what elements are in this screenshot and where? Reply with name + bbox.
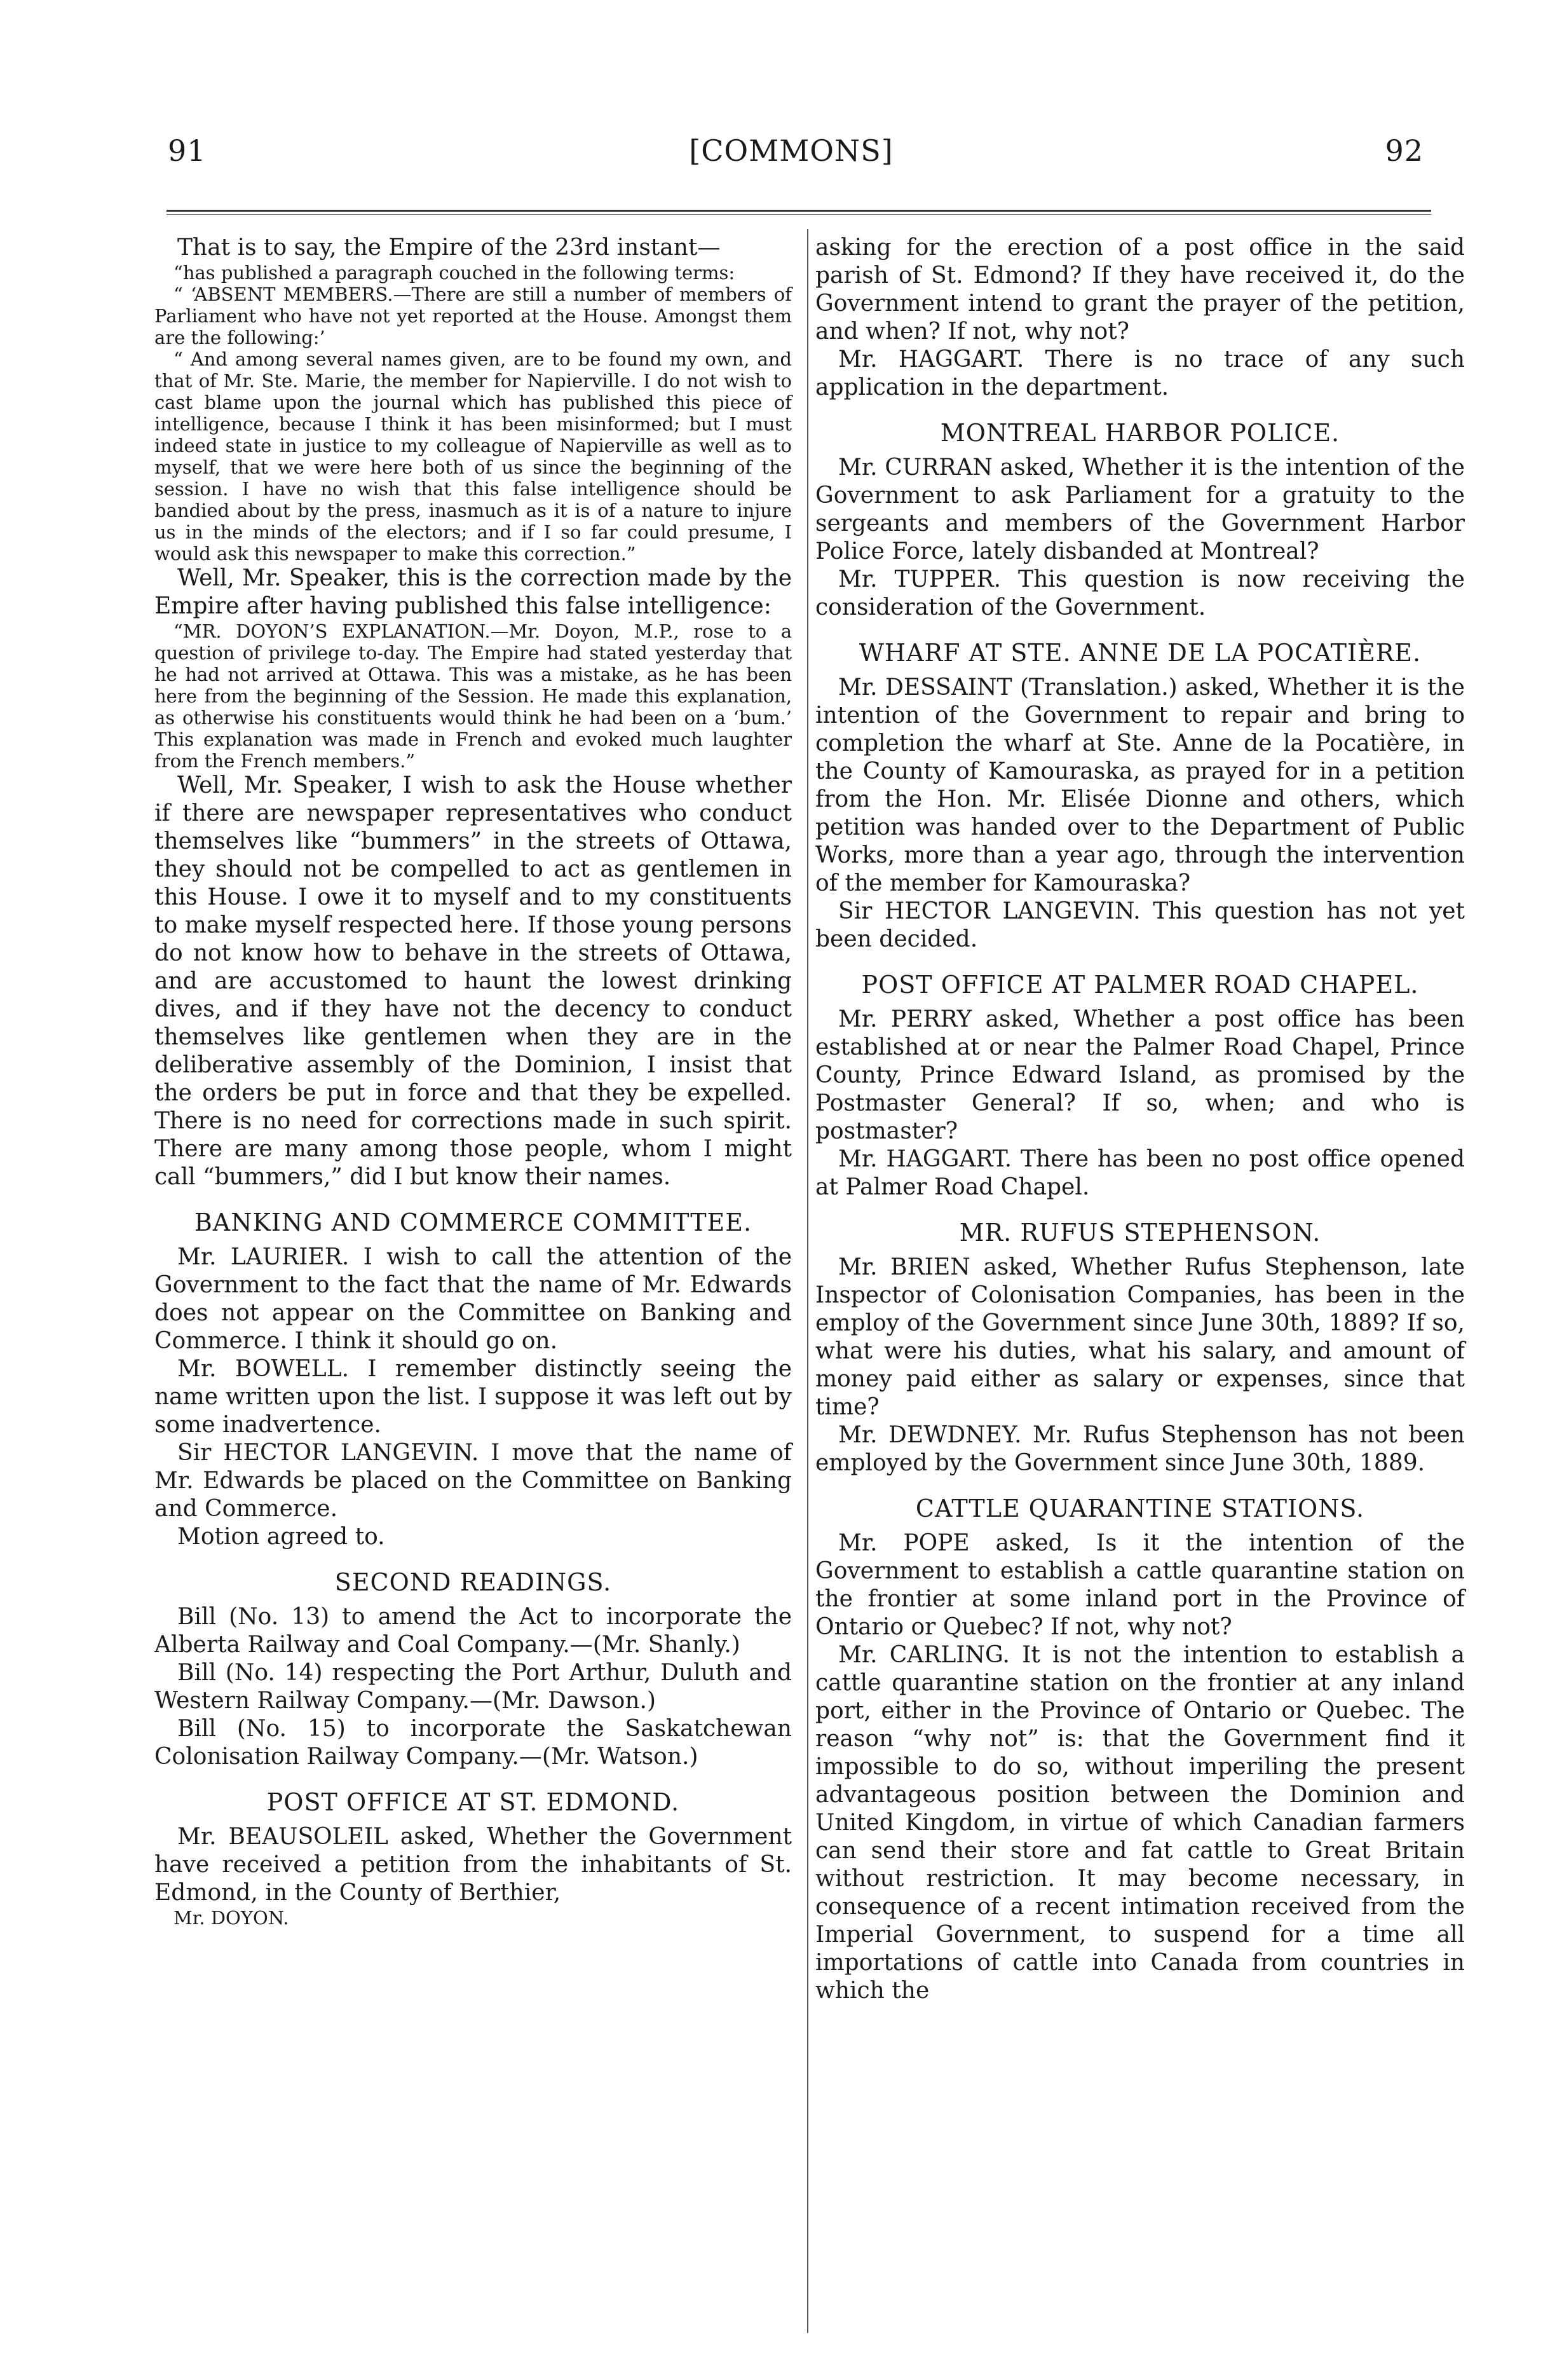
paragraph: Mr. LAURIER. I wish to call the attention of the Government to the fact that the name of Mr. Edwards does not appear on the Committee on Banking and Commerce. I think it should go on. <box>154 1244 792 1354</box>
paragraph: Bill (No. 15) to incorporate the Saskatchewan Colonisation Railway Company.—(Mr. Watson.) <box>154 1716 792 1770</box>
quotation: “has published a paragraph couched in the following terms: <box>173 262 735 284</box>
paragraph: Mr. DESSAINT (Translation.) asked, Whether it is the intention of the Government to repair and bring to completion the wharf at Ste. Anne de la Pocatière, in the County of Kamouraska, as prayed for in a petition from the Hon. Mr. Elisée Dionne and others, which petition was handed over to the Department of Public Works, more than a year ago, through the intervention of the member for Kamouraska? <box>815 674 1465 896</box>
page-header <box>153 133 1430 178</box>
section-heading: MR. RUFUS STEPHENSON. <box>959 1219 1321 1247</box>
paragraph: Mr. BEAUSOLEIL asked, Whether the Government have received a petition from the inhabitants of St. Edmond, in the County of Berthier, <box>154 1824 792 1906</box>
section-heading: SECOND READINGS. <box>334 1568 612 1596</box>
paragraph: Mr. DEWDNEY. Mr. Rufus Stephenson has not been employed by the Government since June 30th, 1889. <box>815 1422 1465 1476</box>
paragraph: Well, Mr. Speaker, this is the correction made by the Empire after having published this false intelligence: <box>154 565 792 619</box>
section-heading: POST OFFICE AT PALMER ROAD CHAPEL. <box>861 971 1419 999</box>
paragraph: Sir HECTOR LANGEVIN. This question has not yet been decided. <box>815 898 1465 952</box>
section-heading: BANKING AND COMMERCE COMMITTEE. <box>194 1208 752 1236</box>
header-rule <box>167 210 1431 212</box>
page-number-left: 91 <box>168 133 207 168</box>
paragraph: Bill (No. 13) to amend the Act to incorporate the Alberta Railway and Coal Company.—(Mr. Shanly.) <box>154 1604 792 1658</box>
signature-note: Mr. DOYON. <box>173 1907 289 1929</box>
paragraph: Mr. HAGGART. There is no trace of any such application in the department. <box>815 346 1465 400</box>
paragraph: Mr. PERRY asked, Whether a post office has been established at or near the Palmer Road Chapel, Prince County, Prince Edward Island, as promised by the Postmaster General? If so, when; and who is postmaster? <box>815 1006 1465 1144</box>
section-heading: MONTREAL HARBOR POLICE. <box>940 419 1340 447</box>
paragraph: Mr. BRIEN asked, Whether Rufus Stephenson, late Inspector of Colonisation Companies, has been in the employ of the Government since June 30th, 1889? If so, what were his duties, what his salary, and amount of money paid either as salary or expenses, since that time? <box>815 1254 1465 1420</box>
quotation: “ And among several names given, are to be found my own, and that of Mr. Ste. Marie, the member for Napierville. I do not wish to cast blame upon the journal which has published this piece of intelligence, because I think it has been misinformed; but I must indeed state in justice to my colleague of Napierville as well as to myself, that we were here both of us since the beginning of the session. I have no wish that this false intelligence should be bandied about by the press, inasmuch as it is of a nature to injure us in the minds of the electors; and if I so far could presume, I would ask this newspaper to make this correction.” <box>154 348 792 564</box>
paragraph: Sir HECTOR LANGEVIN. I move that the name of Mr. Edwards be placed on the Committee on Banking and Commerce. <box>154 1440 792 1522</box>
page-number-right: 92 <box>1385 133 1424 168</box>
paragraph: Motion agreed to. <box>177 1524 385 1550</box>
paragraph: That is to say, the Empire of the 23rd instant— <box>177 235 721 261</box>
quotation: “MR. DOYON’S EXPLANATION.—Mr. Doyon, M.P., rose to a question of privilege to-day. The Empire had stated yesterday that he had not arrived at Ottawa. This was a mistake, as he has been here from the beginning of the Session. He made this explanation, as otherwise his constituents would think he had been on a ‘bum.’ This explanation was made in French and evoked much laughter from the French members.” <box>154 620 792 772</box>
column-divider <box>807 229 808 2333</box>
running-title: [COMMONS] <box>689 133 894 168</box>
section-heading: POST OFFICE AT ST. EDMOND. <box>266 1788 680 1816</box>
paragraph: Mr. TUPPER. This question is now receiving the consideration of the Government. <box>815 566 1465 620</box>
quotation: “ ‘ABSENT MEMBERS.—There are still a number of members of Parliament who have not yet reported at the House. Amongst them are the following:’ <box>154 284 792 348</box>
paragraph: asking for the erection of a post office in the said parish of St. Edmond? If they have received it, do the Government intend to grant the prayer of the petition, and when? If not, why not? <box>815 235 1465 345</box>
right-column <box>815 234 1465 2005</box>
left-column <box>154 234 792 1929</box>
paragraph: Mr. POPE asked, Is it the intention of the Government to establish a cattle quarantine station on the frontier at some inland port in the Province of Ontario or Quebec? If not, why not? <box>815 1530 1465 1640</box>
paragraph: Mr. HAGGART. There has been no post office opened at Palmer Road Chapel. <box>815 1146 1465 1200</box>
section-heading: WHARF AT STE. ANNE DE LA POCATIÈRE. <box>859 639 1422 667</box>
section-heading: CATTLE QUARANTINE STATIONS. <box>915 1494 1365 1522</box>
header-rule-thin <box>167 214 1431 215</box>
paragraph: Mr. CARLING. It is not the intention to establish a cattle quarantine station on the frontier at any inland port, either in the Province of Ontario or Quebec. The reason “why not” is: that the Government find it impossible to do so, without imperiling the present advantageous position between the Dominion and United Kingdom, in virtue of which Canadian farmers can send their store and fat cattle to Great Britain without restriction. It may become necessary, in consequence of a recent intimation received from the Imperial Government, to suspend for a time all importations of cattle into Canada from countries in which the <box>815 1642 1465 2004</box>
paragraph: Mr. CURRAN asked, Whether it is the intention of the Government to ask Parliament for a gratuity to the sergeants and members of the Government Harbor Police Force, lately disbanded at Montreal? <box>815 455 1465 564</box>
paragraph: Bill (No. 14) respecting the Port Arthur, Duluth and Western Railway Company.—(Mr. Dawson.) <box>154 1660 792 1714</box>
paragraph: Well, Mr. Speaker, I wish to ask the House whether if there are newspaper representatives who conduct themselves like “bummers” in the streets of Ottawa, they should not be compelled to act as gentlemen in this House. I owe it to myself and to my constituents to make myself respected here. If those young persons do not know how to behave in the streets of Ottawa, and are accustomed to haunt the lowest drinking dives, and if they have not the decency to conduct themselves like gentlemen when they are in the deliberative assembly of the Dominion, I insist that the orders be put in force and that they be expelled. There is no need for corrections made in such spirit. There are many among those people, whom I might call “bummers,” did I but know their names. <box>154 772 792 1190</box>
paragraph: Mr. BOWELL. I remember distinctly seeing the name written upon the list. I suppose it was left out by some inadvertence. <box>154 1356 792 1438</box>
